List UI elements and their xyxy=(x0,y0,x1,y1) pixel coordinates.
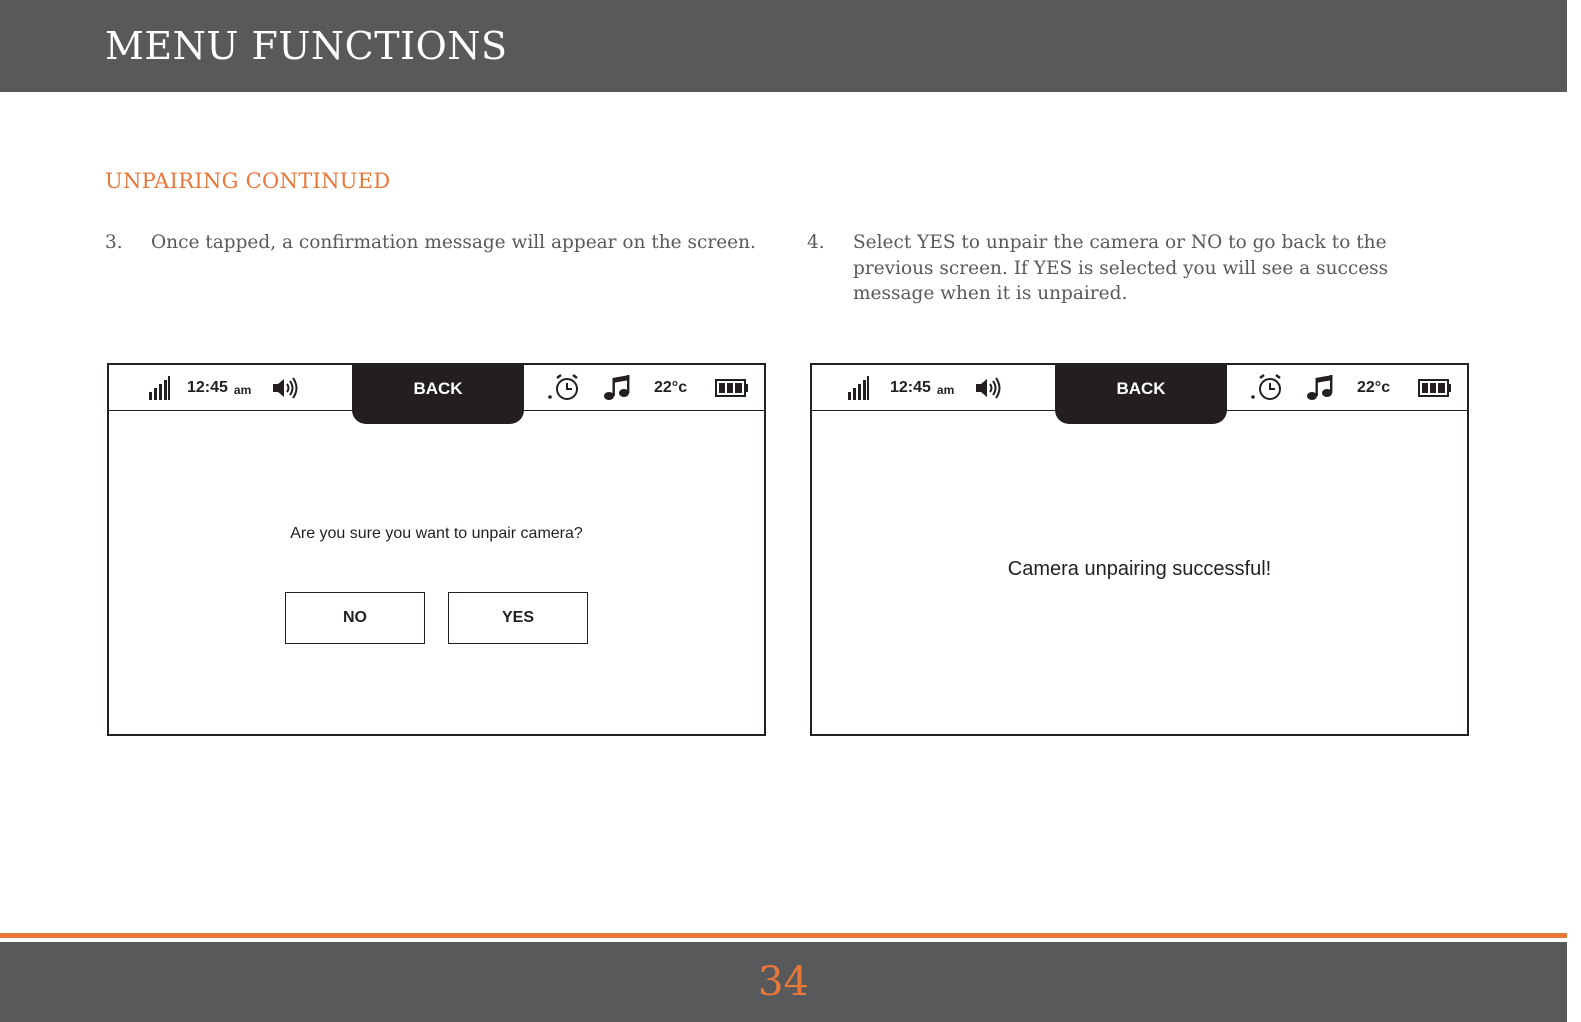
speaker-icon[interactable] xyxy=(271,365,301,411)
page-edge xyxy=(1567,0,1581,1022)
yes-button[interactable]: YES xyxy=(448,592,588,644)
temperature-value: 22°c xyxy=(1357,379,1391,396)
music-note-icon[interactable] xyxy=(1306,365,1334,411)
step-text: Once tapped, a confirmation message will appear on the screen. xyxy=(151,232,756,253)
device-screen-success xyxy=(810,363,1469,736)
time-value: 12:45 xyxy=(890,379,931,396)
back-button[interactable]: BACK xyxy=(1055,363,1227,424)
status-bar xyxy=(109,365,764,411)
time-ampm: am xyxy=(936,382,955,397)
step-number: 4. xyxy=(807,232,825,253)
signal-icon xyxy=(848,365,870,411)
page-number: 34 xyxy=(758,959,809,1005)
signal-icon xyxy=(149,365,171,411)
time-value: 12:45 xyxy=(187,379,228,396)
page-header xyxy=(0,0,1567,92)
temperature-display xyxy=(1357,365,1390,411)
confirm-message: Are you sure you want to unpair camera? xyxy=(290,525,583,542)
music-note-icon[interactable] xyxy=(603,365,631,411)
status-bar xyxy=(812,365,1467,411)
temperature-display xyxy=(654,365,687,411)
back-button[interactable]: BACK xyxy=(352,363,524,424)
footer-accent-line xyxy=(0,933,1567,938)
page-footer xyxy=(0,942,1567,1022)
step-number: 3. xyxy=(105,232,123,253)
battery-icon xyxy=(1418,365,1452,411)
device-screen-confirm xyxy=(107,363,766,736)
alarm-clock-icon[interactable] xyxy=(547,365,581,411)
step-text: Select YES to unpair the camera or NO to go back to the previous screen. If YES is selected you will see a success message when it is unpaired. xyxy=(853,232,1389,304)
clock-display xyxy=(890,365,954,411)
clock-display xyxy=(187,365,251,411)
battery-icon xyxy=(715,365,749,411)
speaker-icon[interactable] xyxy=(974,365,1004,411)
temperature-value: 22°c xyxy=(654,379,688,396)
success-message: Camera unpairing successful! xyxy=(1007,558,1272,580)
page-title: MENU FUNCTIONS xyxy=(105,24,508,68)
time-ampm: am xyxy=(233,382,252,397)
section-title: UNPAIRING CONTINUED xyxy=(105,169,391,193)
no-button[interactable]: NO xyxy=(285,592,425,644)
alarm-clock-icon[interactable] xyxy=(1250,365,1284,411)
